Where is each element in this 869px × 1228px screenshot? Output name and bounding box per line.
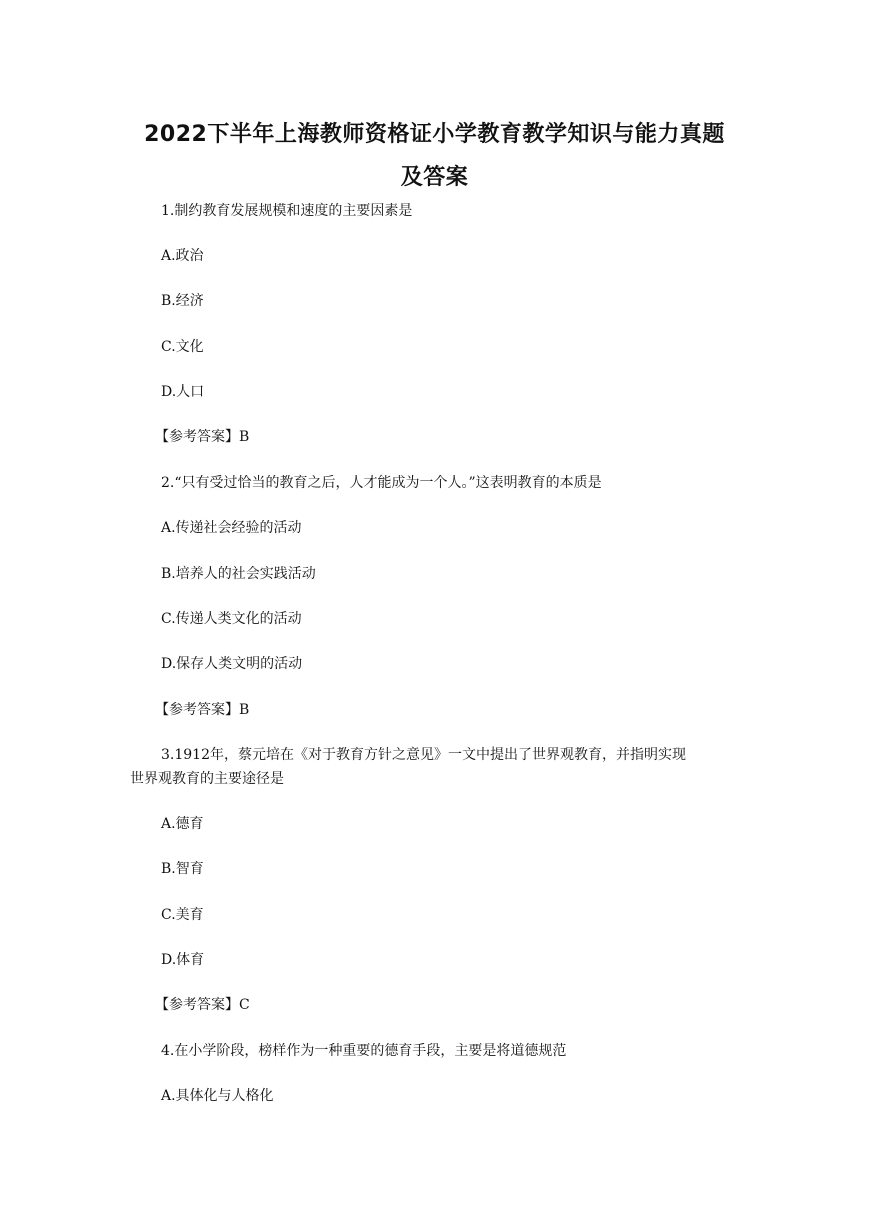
question-2-option-d: D.保存人类文明的活动 — [161, 656, 303, 672]
question-3-option-c: C.美育 — [161, 907, 204, 923]
question-3-option-a: A.德育 — [161, 816, 204, 832]
question-1-stem: 1.制约教育发展规模和速度的主要因素是 — [161, 203, 413, 219]
question-2-stem: 2.“只有受过恰当的教育之后，人才能成为一个人。”这表明教育的本质是 — [161, 475, 602, 491]
question-3-stem: 3.1912年，蔡元培在《对于教育方针之意见》一文中提出了世界观教育，并指明实现 — [161, 747, 686, 763]
question-1-option-a: A.政治 — [161, 248, 204, 264]
question-2-option-a: A.传递社会经验的活动 — [161, 520, 302, 536]
question-2-option-c: C.传递人类文化的活动 — [161, 611, 302, 627]
question-2-option-b: B.培养人的社会实践活动 — [161, 566, 316, 582]
question-4-stem: 4.在小学阶段，榜样作为一种重要的德育手段，主要是将道德规范 — [161, 1043, 567, 1059]
question-2-answer: 【参考答案】B — [155, 702, 250, 718]
question-3-option-d: D.体育 — [161, 952, 205, 968]
question-1-option-c: C.文化 — [161, 339, 204, 355]
question-3-stem-continued: 世界观教育的主要途径是 — [130, 771, 284, 787]
question-1-option-d: D.人口 — [161, 384, 205, 400]
question-3-answer: 【参考答案】C — [155, 997, 250, 1013]
question-1-option-b: B.经济 — [161, 293, 204, 309]
question-3-option-b: B.智育 — [161, 861, 204, 877]
document-title-line-1: 2022下半年上海教师资格证小学教育教学知识与能力真题 — [144, 122, 725, 147]
document-title-line-2: 及答案 — [400, 165, 469, 190]
question-1-answer: 【参考答案】B — [155, 429, 250, 445]
question-4-option-a: A.具体化与人格化 — [161, 1088, 274, 1104]
